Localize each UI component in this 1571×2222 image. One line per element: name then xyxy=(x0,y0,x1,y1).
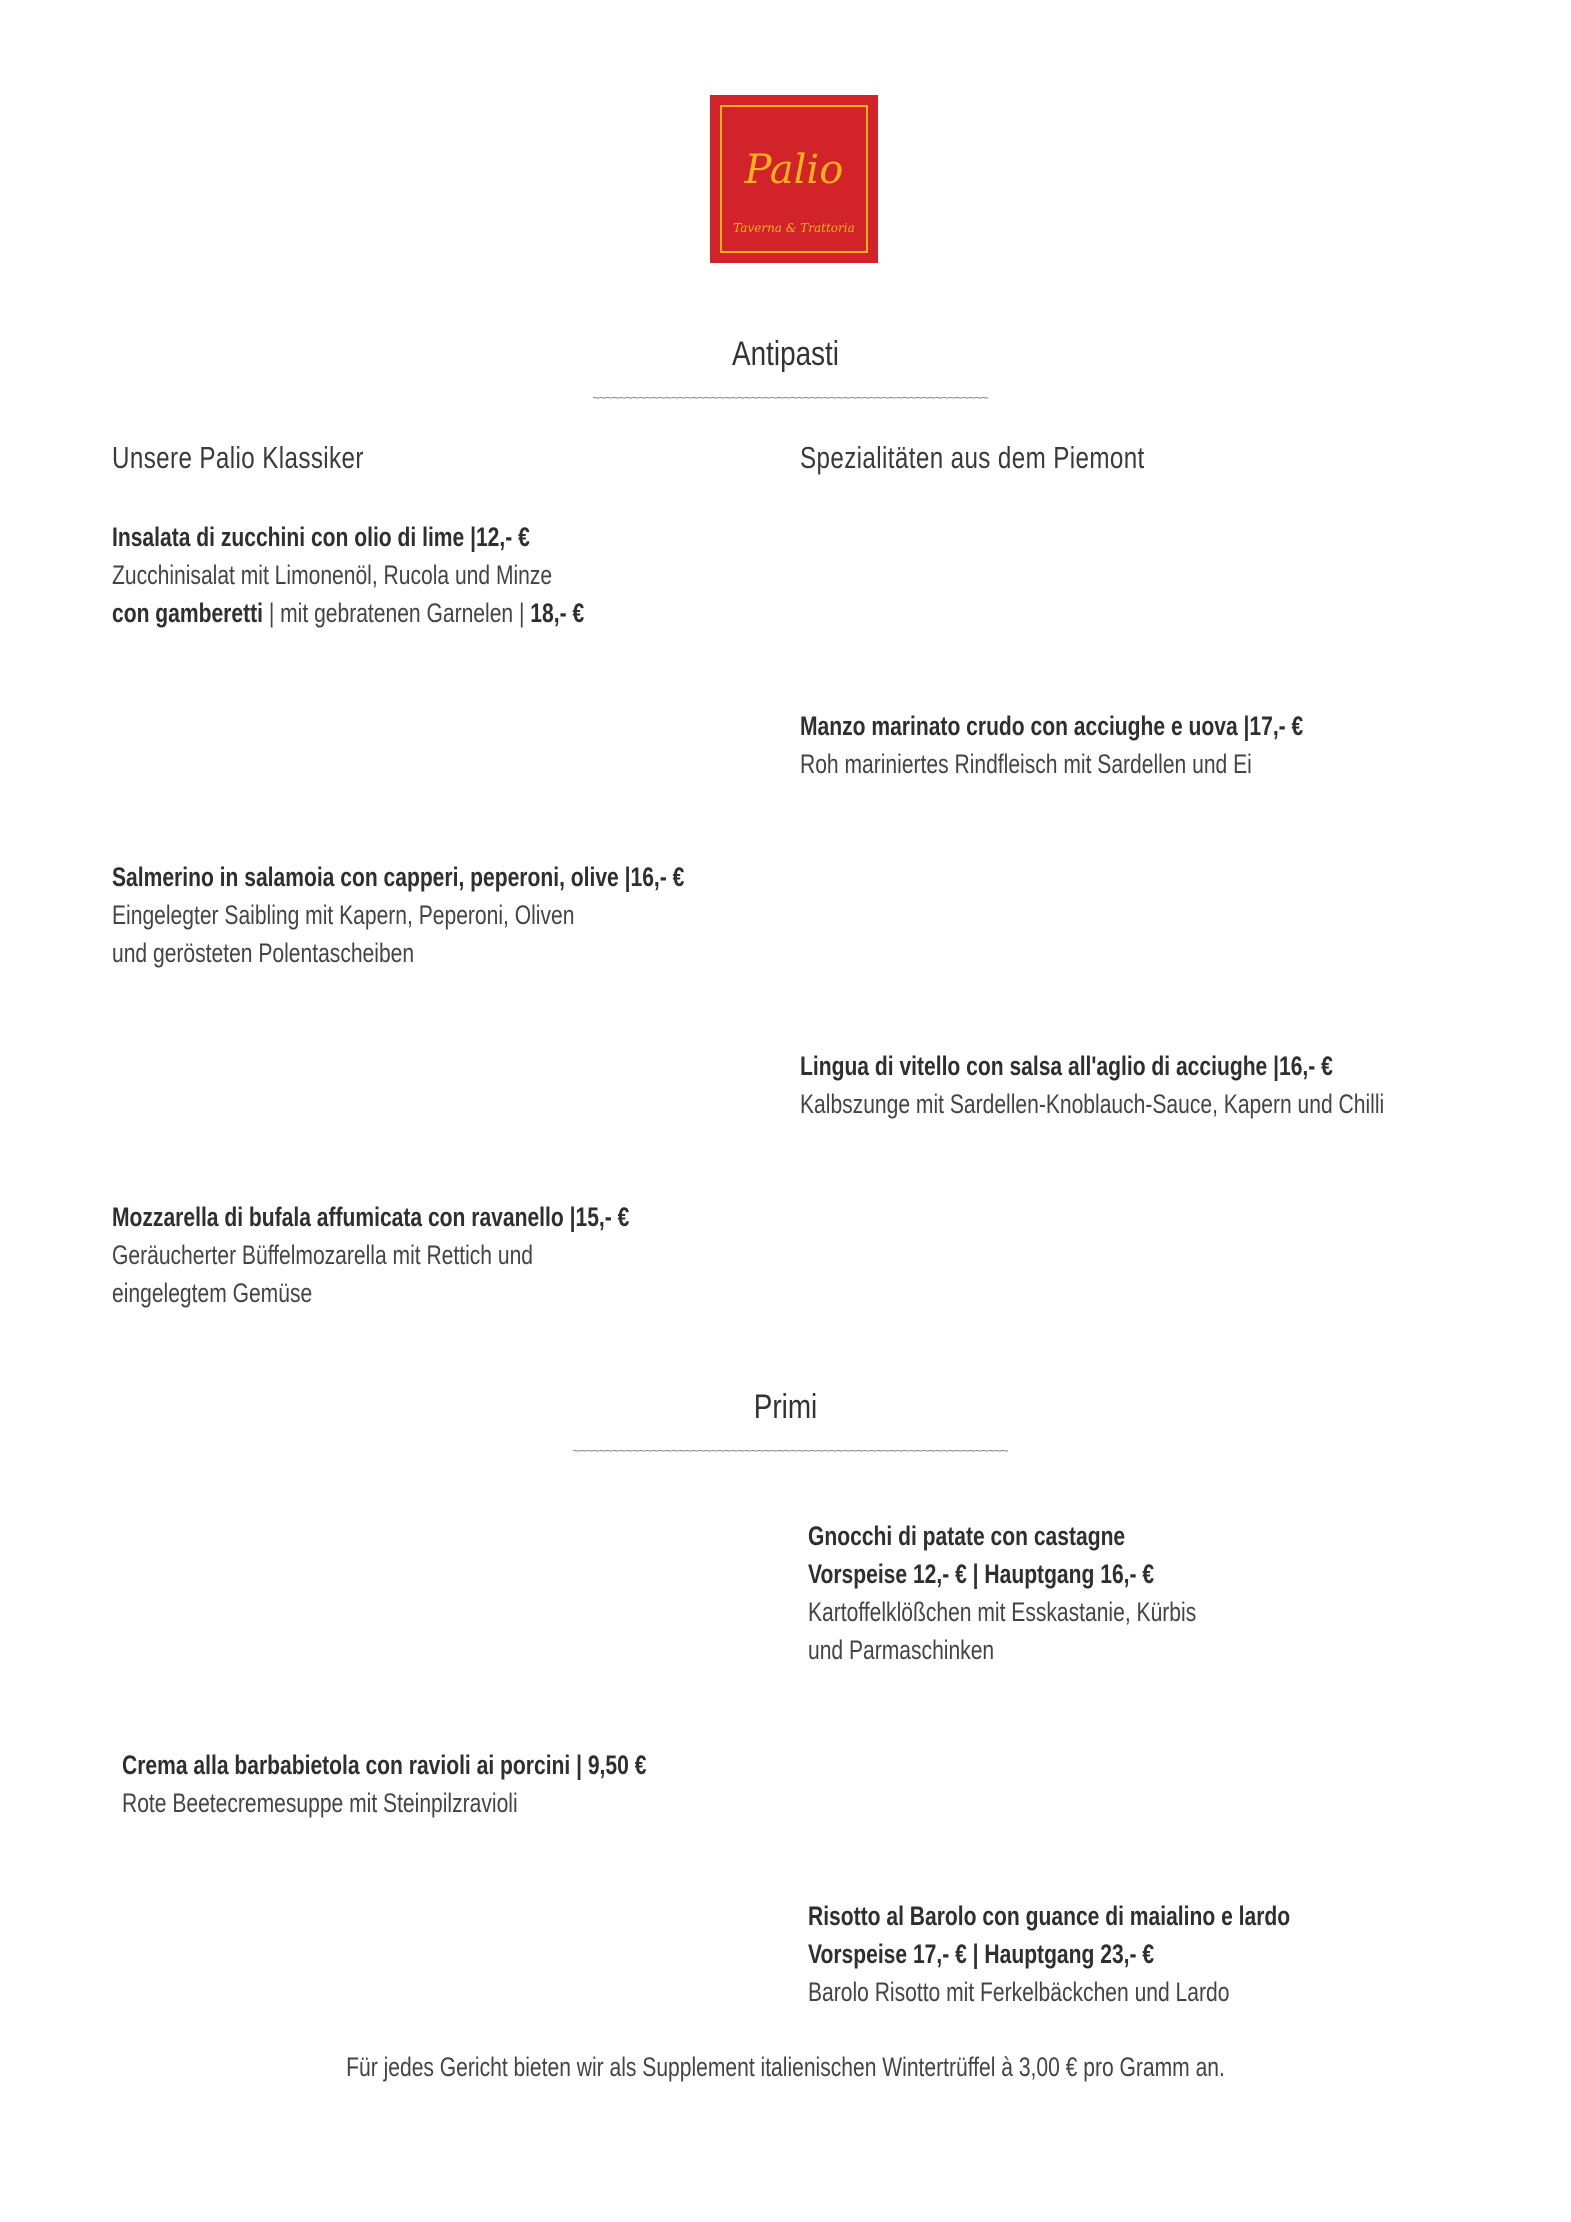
menu-item-insalata xyxy=(112,518,717,632)
item-name: Manzo marinato crudo con acciughe e uova |17,- € xyxy=(800,711,1304,741)
menu-item-mozzarella xyxy=(112,1198,775,1312)
menu-item-salmerino xyxy=(112,858,846,972)
item-description: Kartoffelklößchen mit Esskastanie, Kürbis xyxy=(808,1597,1197,1627)
section-rule-antipasti: ~~~~~~~~~~~~~~~~~~~~~~~~~~~~~~~~~~~~~~~~~~~~~~~~~~~~~~~~~~~~ xyxy=(592,390,988,405)
item-description: Roh mariniertes Rindfleisch mit Sardellen und Ei xyxy=(800,749,1252,779)
item-description-2: und gerösteten Polentascheiben xyxy=(112,938,415,968)
item-name: Insalata di zucchini con olio di lime |12,- € xyxy=(112,522,530,552)
item-description: Rote Beetecremesuppe mit Steinpilzravioli xyxy=(122,1788,518,1818)
item-description: Zucchinisalat mit Limonenöl, Rucola und Minze xyxy=(112,560,553,590)
logo-name: Palio xyxy=(744,147,844,193)
item-description: Kalbszunge mit Sardellen-Knoblauch-Sauce, Kapern und Chilli xyxy=(800,1089,1385,1119)
item-name: Salmerino in salamoia con capperi, peperoni, olive |16,- € xyxy=(112,862,685,892)
section-title-antipasti: Antipasti xyxy=(732,335,839,373)
menu-item-lingua xyxy=(800,1047,1549,1123)
item-extra-name: con gamberetti xyxy=(112,598,263,628)
item-extra xyxy=(112,594,584,632)
section-title-primi: Primi xyxy=(753,1388,818,1426)
palio-logo xyxy=(710,95,878,263)
item-description: Eingelegter Saibling mit Kapern, Peperoni, Oliven xyxy=(112,900,575,930)
item-name: Gnocchi di patate con castagne xyxy=(808,1521,1126,1551)
item-name: Mozzarella di bufala affumicata con ravanello |15,- € xyxy=(112,1202,630,1232)
item-extra-text: | mit gebratenen Garnelen | xyxy=(262,598,531,628)
section-rule-primi: ~~~~~~~~~~~~~~~~~~~~~~~~~~~~~~~~~~~~~~~~~~~~~~~~~~~~~~~~~~~~~~~~~~ xyxy=(572,1443,1008,1458)
subheading-piemont: Spezialitäten aus dem Piemont xyxy=(800,440,1145,475)
item-price: Vorspeise 12,- € | Hauptgang 16,- € xyxy=(808,1559,1155,1589)
item-price: Vorspeise 17,- € | Hauptgang 23,- € xyxy=(808,1939,1155,1969)
menu-item-crema xyxy=(122,1746,794,1822)
item-description-2: eingelegtem Gemüse xyxy=(112,1278,313,1308)
item-description: Barolo Risotto mit Ferkelbäckchen und Lardo xyxy=(808,1977,1230,2007)
item-name: Crema alla barbabietola con ravioli ai porcini | 9,50 € xyxy=(122,1750,647,1780)
menu-item-risotto xyxy=(808,1897,1426,2011)
item-description-2: und Parmaschinken xyxy=(808,1635,995,1665)
subheading-palio-klassiker: Unsere Palio Klassiker xyxy=(112,440,364,475)
item-description: Geräucherter Büffelmozarella mit Rettich und xyxy=(112,1240,534,1270)
item-extra-price: 18,- € xyxy=(530,598,585,628)
item-name: Risotto al Barolo con guance di maialino e lardo xyxy=(808,1901,1291,1931)
menu-item-manzo xyxy=(800,707,1445,783)
logo-tagline: Taverna & Trattoria xyxy=(733,221,855,235)
menu-item-gnocchi xyxy=(808,1517,1306,1669)
item-name: Lingua di vitello con salsa all'aglio di acciughe |16,- € xyxy=(800,1051,1333,1081)
truffle-supplement-note: Für jedes Gericht bieten wir als Supplement italienischen Wintertrüffel à 3,00 € pro Gramm an. xyxy=(346,2052,1225,2082)
